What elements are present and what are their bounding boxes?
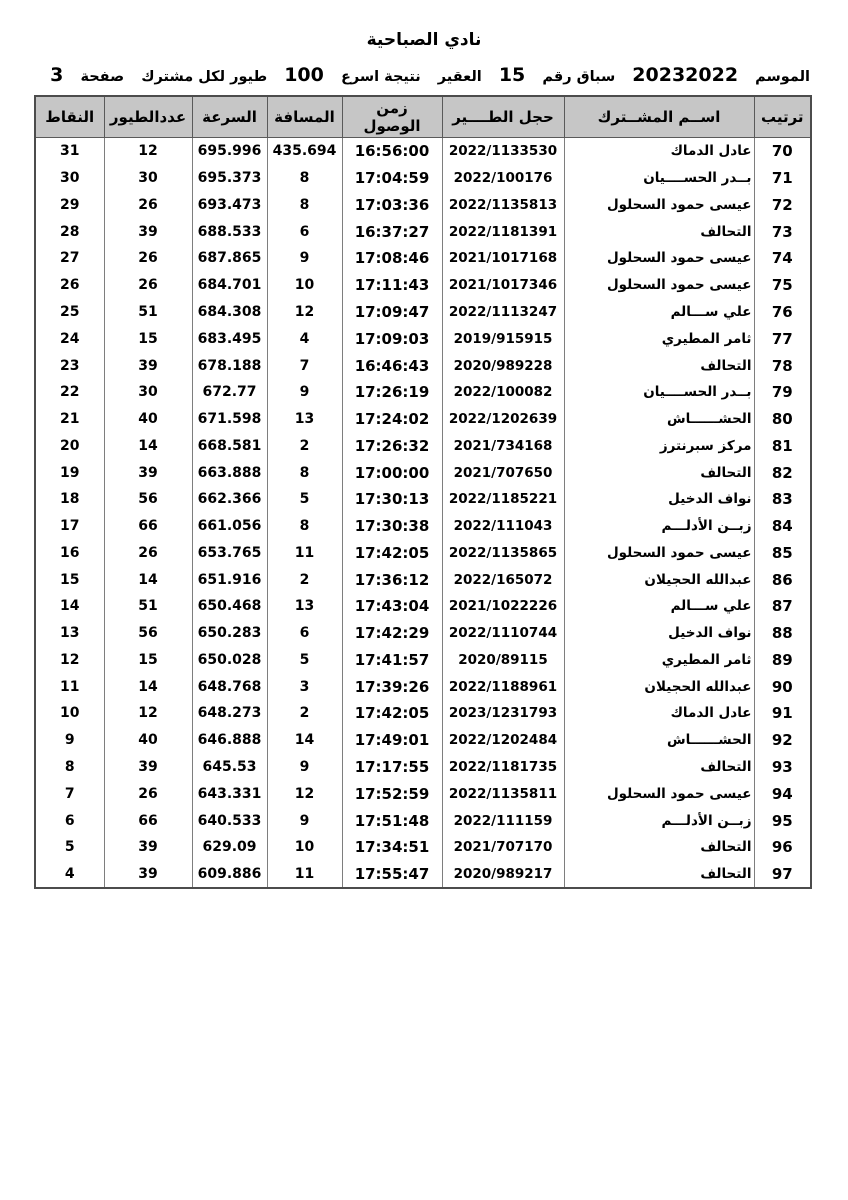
cell-arrival-time: 17:24:02 bbox=[342, 406, 442, 433]
cell-participant-name: بــدر الحســــيان bbox=[564, 379, 754, 406]
table-row bbox=[35, 566, 811, 593]
cell-distance: 11 bbox=[267, 539, 342, 566]
cell-participant-name: عبدالله الحجيلان bbox=[564, 673, 754, 700]
cell-rank: 94 bbox=[754, 780, 811, 807]
cell-speed: 648.768 bbox=[192, 673, 267, 700]
table-row bbox=[35, 165, 811, 192]
cell-speed: 651.916 bbox=[192, 566, 267, 593]
cell-points: 29 bbox=[35, 192, 104, 219]
cell-speed: 650.468 bbox=[192, 593, 267, 620]
table-header-row bbox=[35, 96, 811, 138]
cell-arrival-time: 16:56:00 bbox=[342, 138, 442, 165]
cell-ring-number: 2022/1113247 bbox=[442, 299, 564, 326]
cell-participant-name: عيسى حمود السحلول bbox=[564, 539, 754, 566]
cell-ring-number: 2022/1135811 bbox=[442, 780, 564, 807]
cell-bird-count: 39 bbox=[104, 861, 192, 889]
cell-speed: 678.188 bbox=[192, 352, 267, 379]
cell-participant-name: الحشــــــاش bbox=[564, 727, 754, 754]
cell-bird-count: 40 bbox=[104, 727, 192, 754]
cell-distance: 8 bbox=[267, 459, 342, 486]
cell-speed: 687.865 bbox=[192, 245, 267, 272]
cell-ring-number: 2021/707170 bbox=[442, 834, 564, 861]
cell-points: 9 bbox=[35, 727, 104, 754]
cell-distance: 13 bbox=[267, 406, 342, 433]
cell-participant-name: مركز سبرنترز bbox=[564, 432, 754, 459]
cell-rank: 75 bbox=[754, 272, 811, 299]
cell-points: 7 bbox=[35, 780, 104, 807]
cell-points: 18 bbox=[35, 486, 104, 513]
cell-distance: 9 bbox=[267, 379, 342, 406]
cell-arrival-time: 17:42:05 bbox=[342, 700, 442, 727]
table-row bbox=[35, 486, 811, 513]
cell-bird-count: 15 bbox=[104, 325, 192, 352]
cell-rank: 77 bbox=[754, 325, 811, 352]
cell-participant-name: عيسى حمود السحلول bbox=[564, 272, 754, 299]
table-row bbox=[35, 780, 811, 807]
cell-points: 8 bbox=[35, 754, 104, 781]
cell-speed: 672.77 bbox=[192, 379, 267, 406]
cell-distance: 5 bbox=[267, 647, 342, 674]
cell-distance: 5 bbox=[267, 486, 342, 513]
cell-arrival-time: 17:26:32 bbox=[342, 432, 442, 459]
cell-rank: 87 bbox=[754, 593, 811, 620]
cell-speed: 648.273 bbox=[192, 700, 267, 727]
cell-rank: 83 bbox=[754, 486, 811, 513]
cell-bird-count: 12 bbox=[104, 700, 192, 727]
cell-speed: 650.283 bbox=[192, 620, 267, 647]
cell-speed: 661.056 bbox=[192, 513, 267, 540]
cell-rank: 89 bbox=[754, 647, 811, 674]
cell-points: 23 bbox=[35, 352, 104, 379]
cell-speed: 662.366 bbox=[192, 486, 267, 513]
cell-ring-number: 2021/1017168 bbox=[442, 245, 564, 272]
cell-distance: 13 bbox=[267, 593, 342, 620]
header-ring-number: حجل الطــــير bbox=[442, 96, 564, 138]
cell-rank: 88 bbox=[754, 620, 811, 647]
cell-arrival-time: 17:17:55 bbox=[342, 754, 442, 781]
cell-arrival-time: 17:09:47 bbox=[342, 299, 442, 326]
cell-distance: 8 bbox=[267, 165, 342, 192]
header-points: النقاط bbox=[35, 96, 104, 138]
cell-ring-number: 2023/1231793 bbox=[442, 700, 564, 727]
result-label: نتيجة اسرع bbox=[340, 69, 421, 85]
cell-rank: 95 bbox=[754, 807, 811, 834]
cell-bird-count: 26 bbox=[104, 272, 192, 299]
cell-bird-count: 39 bbox=[104, 754, 192, 781]
cell-points: 26 bbox=[35, 272, 104, 299]
cell-participant-name: نواف الدخيل bbox=[564, 620, 754, 647]
header-distance: المسافة bbox=[267, 96, 342, 138]
cell-ring-number: 2022/1133530 bbox=[442, 138, 564, 165]
cell-speed: 645.53 bbox=[192, 754, 267, 781]
cell-participant-name: عادل الدماك bbox=[564, 700, 754, 727]
cell-arrival-time: 17:08:46 bbox=[342, 245, 442, 272]
cell-distance: 12 bbox=[267, 299, 342, 326]
table-row bbox=[35, 620, 811, 647]
cell-speed: 688.533 bbox=[192, 218, 267, 245]
results-table bbox=[34, 95, 812, 889]
table-row bbox=[35, 138, 811, 165]
cell-speed: 684.701 bbox=[192, 272, 267, 299]
cell-bird-count: 14 bbox=[104, 673, 192, 700]
table-row bbox=[35, 299, 811, 326]
cell-speed: 643.331 bbox=[192, 780, 267, 807]
cell-participant-name: التحالف bbox=[564, 861, 754, 889]
cell-bird-count: 66 bbox=[104, 807, 192, 834]
cell-points: 13 bbox=[35, 620, 104, 647]
cell-speed: 695.373 bbox=[192, 165, 267, 192]
cell-points: 24 bbox=[35, 325, 104, 352]
table-row bbox=[35, 245, 811, 272]
cell-arrival-time: 17:55:47 bbox=[342, 861, 442, 889]
cell-bird-count: 39 bbox=[104, 218, 192, 245]
cell-arrival-time: 17:42:05 bbox=[342, 539, 442, 566]
cell-ring-number: 2022/111159 bbox=[442, 807, 564, 834]
cell-points: 16 bbox=[35, 539, 104, 566]
table-row bbox=[35, 673, 811, 700]
table-row bbox=[35, 807, 811, 834]
cell-participant-name: عبدالله الحجيلان bbox=[564, 566, 754, 593]
cell-points: 17 bbox=[35, 513, 104, 540]
page-number-value: 3 bbox=[50, 64, 64, 86]
cell-bird-count: 30 bbox=[104, 379, 192, 406]
cell-arrival-time: 17:49:01 bbox=[342, 727, 442, 754]
cell-ring-number: 2022/100176 bbox=[442, 165, 564, 192]
cell-ring-number: 2022/111043 bbox=[442, 513, 564, 540]
table-row bbox=[35, 539, 811, 566]
cell-points: 31 bbox=[35, 138, 104, 165]
cell-participant-name: التحالف bbox=[564, 834, 754, 861]
cell-speed: 640.533 bbox=[192, 807, 267, 834]
cell-bird-count: 30 bbox=[104, 165, 192, 192]
cell-bird-count: 56 bbox=[104, 486, 192, 513]
cell-participant-name: زبــن الأدلـــم bbox=[564, 807, 754, 834]
cell-ring-number: 2022/1110744 bbox=[442, 620, 564, 647]
cell-rank: 91 bbox=[754, 700, 811, 727]
result-count-value: 100 bbox=[284, 64, 324, 86]
cell-bird-count: 26 bbox=[104, 192, 192, 219]
cell-points: 4 bbox=[35, 861, 104, 889]
cell-points: 6 bbox=[35, 807, 104, 834]
table-row bbox=[35, 647, 811, 674]
per-participant-label: طيور لكل مشترك bbox=[141, 69, 268, 85]
cell-participant-name: ثامر المطيري bbox=[564, 647, 754, 674]
header-rank: ترتيب bbox=[754, 96, 811, 138]
cell-speed: 695.996 bbox=[192, 138, 267, 165]
header-speed: السرعة bbox=[192, 96, 267, 138]
cell-points: 25 bbox=[35, 299, 104, 326]
cell-participant-name: علي ســـالم bbox=[564, 299, 754, 326]
cell-speed: 663.888 bbox=[192, 459, 267, 486]
cell-arrival-time: 17:26:19 bbox=[342, 379, 442, 406]
cell-speed: 629.09 bbox=[192, 834, 267, 861]
cell-ring-number: 2022/1188961 bbox=[442, 673, 564, 700]
cell-arrival-time: 17:00:00 bbox=[342, 459, 442, 486]
cell-points: 21 bbox=[35, 406, 104, 433]
cell-participant-name: التحالف bbox=[564, 218, 754, 245]
cell-distance: 11 bbox=[267, 861, 342, 889]
cell-arrival-time: 17:41:57 bbox=[342, 647, 442, 674]
cell-bird-count: 51 bbox=[104, 593, 192, 620]
cell-rank: 85 bbox=[754, 539, 811, 566]
cell-points: 20 bbox=[35, 432, 104, 459]
cell-arrival-time: 17:11:43 bbox=[342, 272, 442, 299]
cell-points: 11 bbox=[35, 673, 104, 700]
cell-ring-number: 2022/1181735 bbox=[442, 754, 564, 781]
cell-bird-count: 39 bbox=[104, 834, 192, 861]
race-location: العقير bbox=[437, 69, 482, 85]
cell-speed: 646.888 bbox=[192, 727, 267, 754]
cell-arrival-time: 17:39:26 bbox=[342, 673, 442, 700]
report-info-line bbox=[0, 50, 848, 86]
cell-bird-count: 51 bbox=[104, 299, 192, 326]
season-value: 20232022 bbox=[632, 64, 739, 86]
cell-points: 12 bbox=[35, 647, 104, 674]
cell-distance: 10 bbox=[267, 272, 342, 299]
cell-bird-count: 26 bbox=[104, 539, 192, 566]
cell-distance: 8 bbox=[267, 192, 342, 219]
table-row bbox=[35, 593, 811, 620]
cell-points: 30 bbox=[35, 165, 104, 192]
cell-bird-count: 39 bbox=[104, 459, 192, 486]
cell-rank: 82 bbox=[754, 459, 811, 486]
cell-rank: 78 bbox=[754, 352, 811, 379]
cell-distance: 6 bbox=[267, 218, 342, 245]
cell-speed: 684.308 bbox=[192, 299, 267, 326]
cell-distance: 2 bbox=[267, 700, 342, 727]
cell-rank: 97 bbox=[754, 861, 811, 889]
cell-rank: 71 bbox=[754, 165, 811, 192]
cell-ring-number: 2020/89115 bbox=[442, 647, 564, 674]
cell-distance: 4 bbox=[267, 325, 342, 352]
cell-distance: 12 bbox=[267, 780, 342, 807]
cell-bird-count: 39 bbox=[104, 352, 192, 379]
cell-participant-name: ثامر المطيري bbox=[564, 325, 754, 352]
cell-distance: 7 bbox=[267, 352, 342, 379]
cell-arrival-time: 17:04:59 bbox=[342, 165, 442, 192]
cell-rank: 80 bbox=[754, 406, 811, 433]
cell-ring-number: 2021/1022226 bbox=[442, 593, 564, 620]
cell-rank: 76 bbox=[754, 299, 811, 326]
table-row bbox=[35, 459, 811, 486]
cell-ring-number: 2022/165072 bbox=[442, 566, 564, 593]
cell-bird-count: 14 bbox=[104, 566, 192, 593]
cell-arrival-time: 17:43:04 bbox=[342, 593, 442, 620]
cell-bird-count: 26 bbox=[104, 780, 192, 807]
cell-distance: 9 bbox=[267, 807, 342, 834]
table-row bbox=[35, 727, 811, 754]
cell-ring-number: 2022/1185221 bbox=[442, 486, 564, 513]
cell-bird-count: 15 bbox=[104, 647, 192, 674]
cell-rank: 92 bbox=[754, 727, 811, 754]
cell-participant-name: نواف الدخيل bbox=[564, 486, 754, 513]
cell-distance: 10 bbox=[267, 834, 342, 861]
cell-arrival-time: 17:52:59 bbox=[342, 780, 442, 807]
cell-arrival-time: 17:30:38 bbox=[342, 513, 442, 540]
table-row bbox=[35, 432, 811, 459]
table-row bbox=[35, 406, 811, 433]
cell-participant-name: عيسى حمود السحلول bbox=[564, 192, 754, 219]
table-row bbox=[35, 513, 811, 540]
cell-points: 10 bbox=[35, 700, 104, 727]
header-arrival-time: زمن الوصول bbox=[342, 96, 442, 138]
table-row bbox=[35, 700, 811, 727]
cell-bird-count: 66 bbox=[104, 513, 192, 540]
cell-points: 14 bbox=[35, 593, 104, 620]
cell-distance: 2 bbox=[267, 432, 342, 459]
header-bird-count: عددالطيور bbox=[104, 96, 192, 138]
cell-arrival-time: 16:37:27 bbox=[342, 218, 442, 245]
cell-rank: 84 bbox=[754, 513, 811, 540]
cell-rank: 70 bbox=[754, 138, 811, 165]
cell-participant-name: عيسى حمود السحلول bbox=[564, 245, 754, 272]
cell-arrival-time: 17:36:12 bbox=[342, 566, 442, 593]
cell-points: 28 bbox=[35, 218, 104, 245]
cell-points: 19 bbox=[35, 459, 104, 486]
table-row bbox=[35, 192, 811, 219]
cell-rank: 73 bbox=[754, 218, 811, 245]
table-row bbox=[35, 325, 811, 352]
table-row bbox=[35, 272, 811, 299]
cell-rank: 81 bbox=[754, 432, 811, 459]
cell-points: 5 bbox=[35, 834, 104, 861]
table-row bbox=[35, 218, 811, 245]
cell-arrival-time: 17:03:36 bbox=[342, 192, 442, 219]
cell-arrival-time: 17:51:48 bbox=[342, 807, 442, 834]
cell-rank: 74 bbox=[754, 245, 811, 272]
cell-ring-number: 2019/915915 bbox=[442, 325, 564, 352]
cell-distance: 2 bbox=[267, 566, 342, 593]
cell-points: 15 bbox=[35, 566, 104, 593]
cell-participant-name: زبــن الأدلـــم bbox=[564, 513, 754, 540]
table-row bbox=[35, 379, 811, 406]
cell-distance: 435.694 bbox=[267, 138, 342, 165]
header-participant-name: اســم المشــترك bbox=[564, 96, 754, 138]
cell-speed: 668.581 bbox=[192, 432, 267, 459]
cell-ring-number: 2022/1135813 bbox=[442, 192, 564, 219]
cell-participant-name: بــدر الحســــيان bbox=[564, 165, 754, 192]
cell-ring-number: 2021/707650 bbox=[442, 459, 564, 486]
cell-ring-number: 2021/734168 bbox=[442, 432, 564, 459]
cell-arrival-time: 17:30:13 bbox=[342, 486, 442, 513]
cell-ring-number: 2022/1202639 bbox=[442, 406, 564, 433]
table-row bbox=[35, 834, 811, 861]
table-row bbox=[35, 754, 811, 781]
cell-participant-name: عيسى حمود السحلول bbox=[564, 780, 754, 807]
cell-participant-name: علي ســـالم bbox=[564, 593, 754, 620]
cell-ring-number: 2020/989228 bbox=[442, 352, 564, 379]
cell-participant-name: التحالف bbox=[564, 754, 754, 781]
page-number-label: صفحة bbox=[80, 69, 125, 85]
cell-distance: 3 bbox=[267, 673, 342, 700]
page-title: نادي الصباحية bbox=[366, 30, 482, 50]
cell-bird-count: 40 bbox=[104, 406, 192, 433]
race-number-label: سباق رقم bbox=[542, 69, 616, 85]
cell-ring-number: 2022/1135865 bbox=[442, 539, 564, 566]
cell-arrival-time: 16:46:43 bbox=[342, 352, 442, 379]
cell-speed: 653.765 bbox=[192, 539, 267, 566]
cell-distance: 9 bbox=[267, 754, 342, 781]
table-row bbox=[35, 352, 811, 379]
cell-speed: 609.886 bbox=[192, 861, 267, 889]
cell-distance: 14 bbox=[267, 727, 342, 754]
cell-arrival-time: 17:34:51 bbox=[342, 834, 442, 861]
cell-participant-name: التحالف bbox=[564, 459, 754, 486]
cell-speed: 650.028 bbox=[192, 647, 267, 674]
cell-participant-name: الحشــــــاش bbox=[564, 406, 754, 433]
cell-speed: 693.473 bbox=[192, 192, 267, 219]
cell-participant-name: عادل الدماك bbox=[564, 138, 754, 165]
cell-bird-count: 14 bbox=[104, 432, 192, 459]
cell-ring-number: 2022/1181391 bbox=[442, 218, 564, 245]
cell-rank: 79 bbox=[754, 379, 811, 406]
cell-bird-count: 26 bbox=[104, 245, 192, 272]
cell-rank: 90 bbox=[754, 673, 811, 700]
cell-points: 22 bbox=[35, 379, 104, 406]
cell-rank: 86 bbox=[754, 566, 811, 593]
cell-distance: 8 bbox=[267, 513, 342, 540]
cell-bird-count: 56 bbox=[104, 620, 192, 647]
cell-participant-name: التحالف bbox=[564, 352, 754, 379]
cell-ring-number: 2021/1017346 bbox=[442, 272, 564, 299]
cell-ring-number: 2022/1202484 bbox=[442, 727, 564, 754]
cell-distance: 9 bbox=[267, 245, 342, 272]
cell-points: 27 bbox=[35, 245, 104, 272]
cell-speed: 683.495 bbox=[192, 325, 267, 352]
race-number-value: 15 bbox=[498, 64, 526, 86]
season-label: الموسم bbox=[755, 69, 810, 85]
cell-bird-count: 12 bbox=[104, 138, 192, 165]
cell-arrival-time: 17:42:29 bbox=[342, 620, 442, 647]
cell-ring-number: 2022/100082 bbox=[442, 379, 564, 406]
cell-speed: 671.598 bbox=[192, 406, 267, 433]
cell-arrival-time: 17:09:03 bbox=[342, 325, 442, 352]
cell-rank: 72 bbox=[754, 192, 811, 219]
cell-rank: 96 bbox=[754, 834, 811, 861]
table-row bbox=[35, 861, 811, 889]
cell-rank: 93 bbox=[754, 754, 811, 781]
cell-distance: 6 bbox=[267, 620, 342, 647]
cell-ring-number: 2020/989217 bbox=[442, 861, 564, 889]
